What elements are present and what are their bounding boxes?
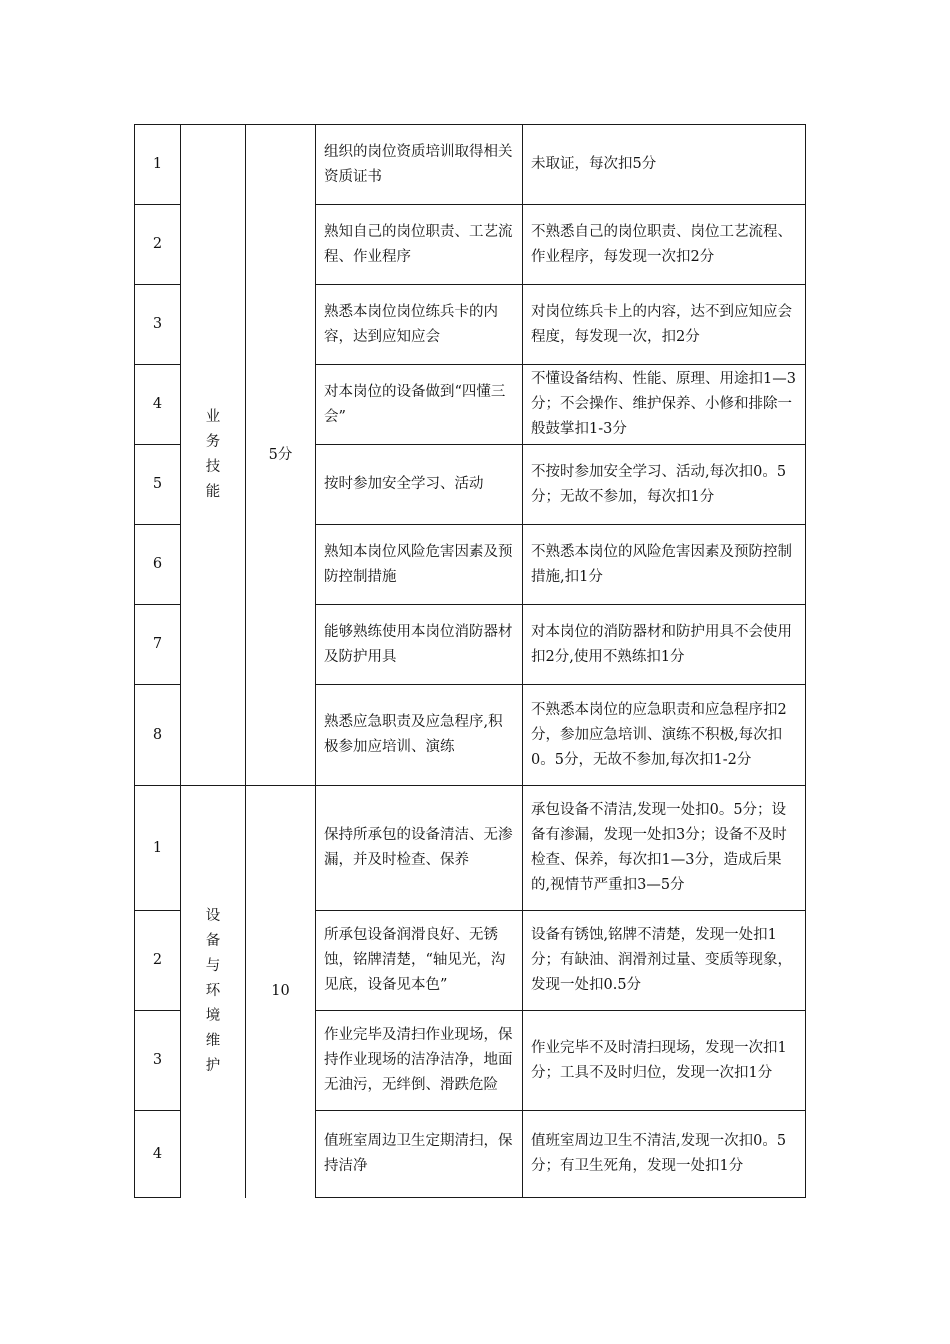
row-number: 7: [135, 605, 181, 685]
row-number: 3: [135, 285, 181, 365]
table-row: [135, 786, 806, 911]
category-cell: [181, 786, 246, 1198]
rule-cell: 未取证，每次扣5分: [523, 125, 806, 205]
table-row: [135, 125, 806, 205]
row-number: 4: [135, 1111, 181, 1198]
item-cell: 能够熟练使用本岗位消防器材及防护用具: [316, 605, 523, 685]
row-number: 2: [135, 911, 181, 1011]
item-cell: 熟知本岗位风险危害因素及预防控制措施: [316, 525, 523, 605]
rule-cell: 值班室周边卫生不清洁,发现一次扣0。5分；有卫生死角，发现一处扣1分: [523, 1111, 806, 1198]
rule-cell: 不按时参加安全学习、活动,每次扣0。5分；无故不参加，每次扣1分: [523, 445, 806, 525]
item-cell: 作业完毕及清扫作业现场，保持作业现场的洁净洁净，地面无油污，无绊倒、滑跌危险: [316, 1011, 523, 1111]
category-label: 设备与环境维护: [205, 908, 221, 1075]
item-cell: 熟悉本岗位岗位练兵卡的内容，达到应知应会: [316, 285, 523, 365]
category-cell: [181, 125, 246, 786]
item-cell: 值班室周边卫生定期清扫，保持洁净: [316, 1111, 523, 1198]
item-cell: 按时参加安全学习、活动: [316, 445, 523, 525]
rule-cell: 设备有锈蚀,铭牌不清楚，发现一处扣1分；有缺油、润滑剂过量、变质等现象，发现一处扣0.5分: [523, 911, 806, 1011]
rule-cell: 对岗位练兵卡上的内容，达不到应知应会程度，每发现一次，扣2分: [523, 285, 806, 365]
row-number: 5: [135, 445, 181, 525]
item-cell: 所承包设备润滑良好、无锈蚀，铭牌清楚，“轴见光，沟见底，设备见本色”: [316, 911, 523, 1011]
score-cell: 10: [246, 786, 316, 1198]
rule-cell: 承包设备不清洁,发现一处扣0。5分；设备有渗漏，发现一处扣3分；设备不及时检查、保养，每次扣1—3分，造成后果的,视情节严重扣3—5分: [523, 786, 806, 911]
row-number: 1: [135, 786, 181, 911]
row-number: 6: [135, 525, 181, 605]
item-cell: 熟悉应急职责及应急程序,积极参加应培训、演练: [316, 685, 523, 786]
item-cell: 对本岗位的设备做到“四懂三会”: [316, 365, 523, 445]
row-number: 3: [135, 1011, 181, 1111]
rule-cell: 作业完毕不及时清扫现场，发现一次扣1分；工具不及时归位，发现一次扣1分: [523, 1011, 806, 1111]
row-number: 2: [135, 205, 181, 285]
rule-cell: 对本岗位的消防器材和防护用具不会使用扣2分,使用不熟练扣1分: [523, 605, 806, 685]
item-cell: 组织的岗位资质培训取得相关资质证书: [316, 125, 523, 205]
row-number: 4: [135, 365, 181, 445]
row-number: 1: [135, 125, 181, 205]
item-cell: 熟知自己的岗位职责、工艺流程、作业程序: [316, 205, 523, 285]
row-number: 8: [135, 685, 181, 786]
score-cell: 5分: [246, 125, 316, 786]
category-label: 业务技能: [205, 409, 221, 500]
assessment-table: [134, 124, 806, 1198]
item-cell: 保持所承包的设备清洁、无渗漏，并及时检查、保养: [316, 786, 523, 911]
rule-cell: 不熟悉自己的岗位职责、岗位工艺流程、作业程序，每发现一次扣2分: [523, 205, 806, 285]
rule-cell: 不熟悉本岗位的风险危害因素及预防控制措施,扣1分: [523, 525, 806, 605]
rule-cell: 不熟悉本岗位的应急职责和应急程序扣2分，参加应急培训、演练不积极,每次扣0。5分，无故不参加,每次扣1-2分: [523, 685, 806, 786]
rule-cell: 不懂设备结构、性能、原理、用途扣1—3分；不会操作、维护保养、小修和排除一般鼓掌扣1-3分: [523, 365, 806, 445]
